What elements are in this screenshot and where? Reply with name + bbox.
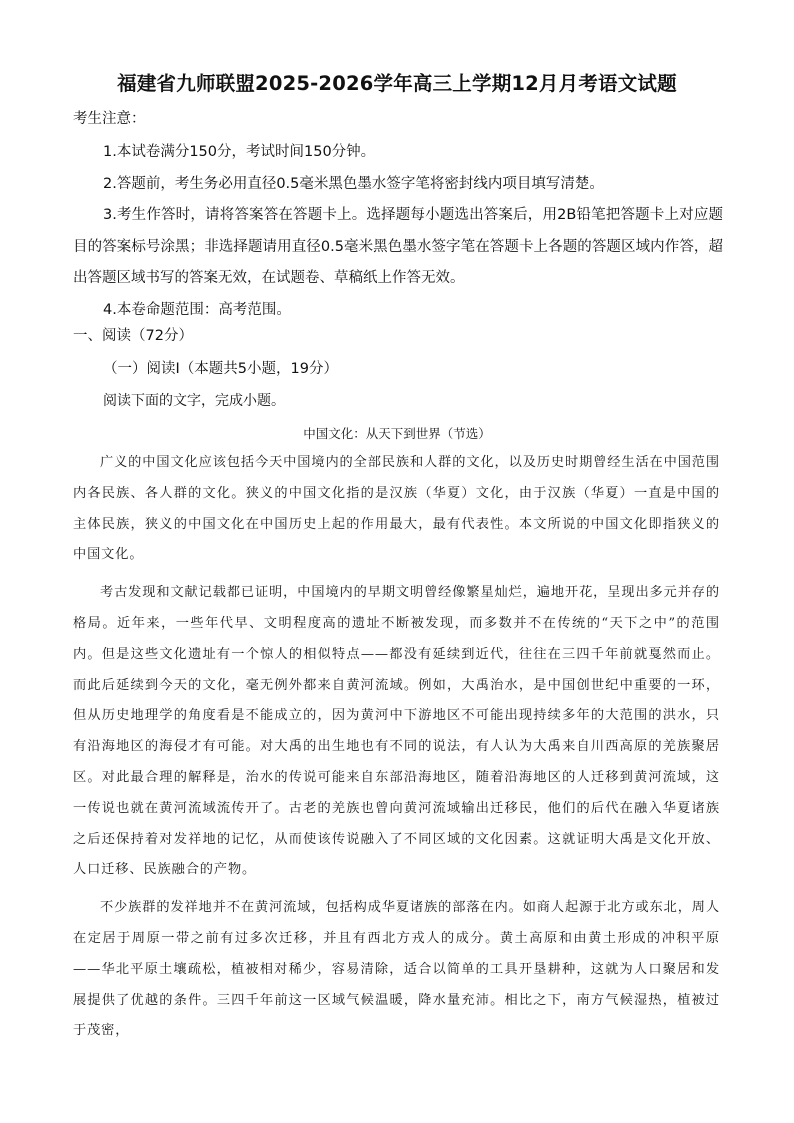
article-title: 中国文化：从天下到世界（节选） (303, 426, 491, 441)
notice-item: 4.本卷命题范围：高考范围。 (103, 301, 291, 318)
section-heading: 一、阅读（72分） (73, 328, 193, 344)
article-body (73, 448, 720, 1054)
page-title: 福建省九师联盟2025-2026学年高三上学期12月月考语文试题 (117, 72, 677, 95)
article-paragraph: 广义的中国文化应该包括今天中国境内的全部民族和人群的文化，以及历史时期曾经生活在中国范围内各民族、各人群的文化。狭义的中国文化指的是汉族（华夏）文化，由于汉族（华夏）一直是中国的主体民族，狭义的中国文化在中国历史上起的作用最大，最有代表性。本文所说的中国文化即指狭义的中国文化。 (73, 455, 720, 563)
article-paragraph: 考古发现和文献记载都已证明，中国境内的早期文明曾经像繁星灿烂，遍地开花，呈现出多元并存的格局。近年来，一些年代早、文明程度高的遗址不断被发现，而多数并不在传统的“天下之中”的范围内。但是这些文化遗址有一个惊人的相似特点——都没有延续到近代，往往在三四千年前就戛然而止。而此后延续到今天的文化，毫无例外都来自黄河流域。例如，大禹治水，是中国创世纪中重要的一环，但从历史地理学的角度看是不能成立的，因为黄河中下游地区不可能出现持续多年的大范围的洪水，只有沿海地区的海侵才有可能。对大禹的出生地也有不同的说法，有人认为大禹来自川西高原的羌族聚居区。对此最合理的解释是，治水的传说可能来自东部沿海地区，随着沿海地区的人迁移到黄河流域，这一传说也就在黄河流域流传开了。古老的羌族也曾向黄河流域输出迁移民，他们的后代在融入华夏诸族之后还保持着对发祥地的记忆，从而使该传说融入了不同区域的文化因素。这就证明大禹是文化开放、人口迁移、民族融合的产物。 (73, 585, 720, 878)
notice-heading: 考生注意： (73, 111, 146, 127)
subsection-heading: （一）阅读Ⅰ（本题共5小题，19分） (103, 361, 338, 377)
notice-item: 3.考生作答时，请将答案答在答题卡上。选择题每小题选出答案后，用2B铅笔把答题卡上对应题目的答案标号涂黑；非选择题请用直径0.5毫米黑色墨水签字笔在答题卡上各题的答题区域内作答，超出答题区域书写的答案无效，在试题卷、草稿纸上作答无效。 (73, 207, 723, 286)
notice-item: 1.本试卷满分150分，考试时间150分钟。 (103, 144, 376, 160)
notice-item: 2.答题前，考生务必用直径0.5毫米黑色墨水签字笔将密封线内项目填写清楚。 (103, 175, 604, 192)
notice-list (73, 137, 723, 326)
article-paragraph: 不少族群的发祥地并不在黄河流域，包括构成华夏诸族的部落在内。如商人起源于北方或东北，周人在定居于周原一带之前有过多次迁移，并且有西北方戎人的成分。黄土高原和由黄土形成的冲积平原——华北平原土壤疏松，植被相对稀少，容易清除，适合以简单的工具开垦耕种，这就为人口聚居和发展提供了优越的条件。三四千年前这一区域气候温暖，降水量充沛。相比之下，南方气候湿热，植被过于茂密， (73, 900, 720, 1039)
reading-instruction: 阅读下面的文字，完成小题。 (103, 393, 285, 409)
